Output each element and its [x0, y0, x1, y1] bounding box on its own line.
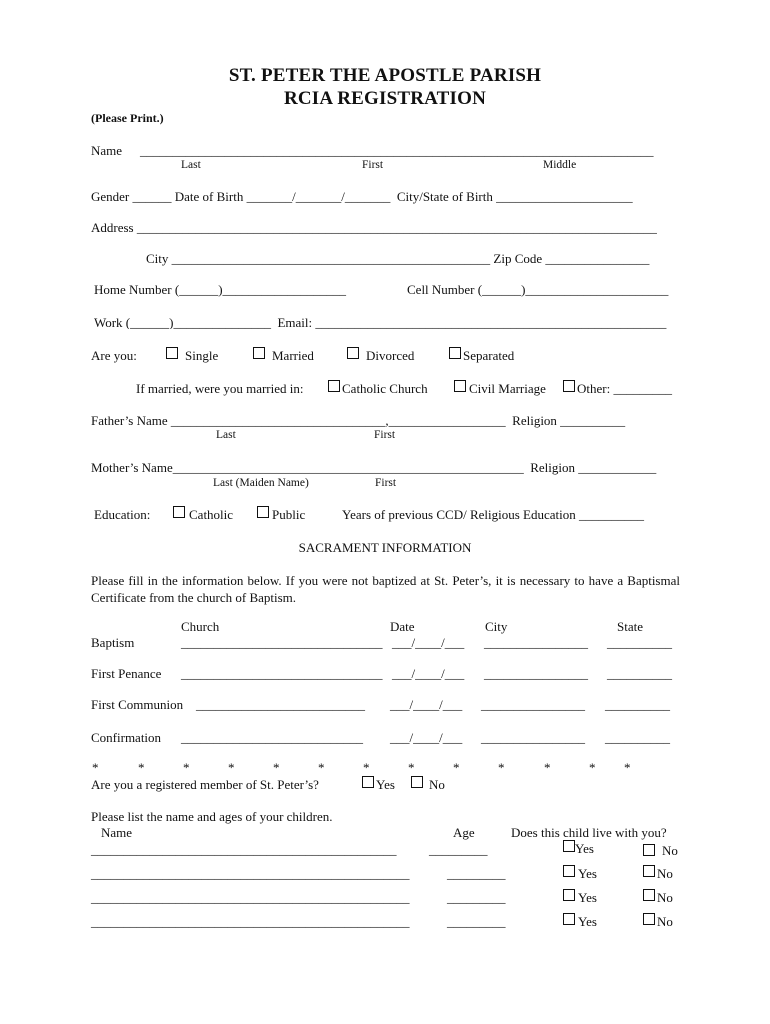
- first-penance-label: First Penance: [91, 666, 162, 681]
- first-penance-state-field[interactable]: __________: [607, 666, 672, 681]
- mother-name-row[interactable]: Mother’s Name______________________________________________________ Religion ____________: [91, 460, 657, 475]
- cell-number-field[interactable]: Cell Number (______)______________________: [407, 282, 669, 297]
- baptism-church-field[interactable]: _______________________________: [181, 635, 383, 650]
- child-2-yes-checkbox[interactable]: [563, 865, 575, 877]
- confirmation-state-field[interactable]: __________: [605, 730, 670, 745]
- mother-sub-first: First: [375, 477, 397, 489]
- catholic-education-label: Catholic: [189, 507, 234, 522]
- baptism-city-field[interactable]: ________________: [484, 635, 588, 650]
- baptism-date-field[interactable]: ___/____/___: [392, 635, 465, 650]
- gender-dob-row[interactable]: Gender ______ Date of Birth _______/_______/_______ City/State of Birth _____________________: [91, 189, 633, 204]
- married-in-label: If married, were you married in:: [136, 381, 304, 396]
- first-communion-state-field[interactable]: __________: [605, 697, 670, 712]
- sacrament-heading: SACRAMENT INFORMATION: [298, 540, 472, 555]
- member-no-label: No: [429, 777, 445, 792]
- years-ccd-field[interactable]: Years of previous CCD/ Religious Education __________: [342, 507, 644, 522]
- first-penance-church-field[interactable]: _______________________________: [181, 666, 383, 681]
- name-sub-middle: Middle: [543, 159, 577, 171]
- separator-asterisk: *: [318, 760, 325, 775]
- child-1-no-label: No: [662, 843, 678, 858]
- child-2-no-checkbox[interactable]: [643, 865, 655, 877]
- work-email-row[interactable]: Work (______)_______________ Email: ______________________________________________________: [94, 316, 667, 329]
- separator-asterisk: *: [624, 760, 631, 775]
- first-communion-date-field[interactable]: ___/____/___: [390, 697, 463, 712]
- child-3-yes-label: Yes: [578, 890, 597, 905]
- separated-label: Separated: [463, 348, 515, 363]
- name-label: Name: [91, 143, 123, 158]
- children-intro: Please list the name and ages of your children.: [91, 809, 333, 824]
- confirmation-city-field[interactable]: ________________: [481, 730, 585, 745]
- catholic-church-label: Catholic Church: [342, 381, 428, 396]
- child-1-age-field[interactable]: _________: [429, 842, 488, 857]
- confirmation-label: Confirmation: [91, 730, 162, 745]
- catholic-education-checkbox[interactable]: [173, 506, 185, 518]
- form-title-line1: ST. PETER THE APOSTLE PARISH: [228, 65, 542, 86]
- col-date: Date: [390, 619, 415, 634]
- child-3-yes-checkbox[interactable]: [563, 889, 575, 901]
- first-penance-date-field[interactable]: ___/____/___: [392, 666, 465, 681]
- separator-asterisk: *: [363, 760, 370, 775]
- child-1-name-field[interactable]: _______________________________________________: [91, 842, 397, 857]
- public-education-checkbox[interactable]: [257, 506, 269, 518]
- children-col-age: Age: [453, 825, 475, 840]
- col-church: Church: [181, 619, 220, 634]
- child-4-yes-checkbox[interactable]: [563, 913, 575, 925]
- name-sub-last: Last: [181, 159, 201, 171]
- child-3-age-field[interactable]: _________: [447, 890, 506, 905]
- separated-checkbox[interactable]: [449, 347, 461, 359]
- mother-sub-last: Last (Maiden Name): [213, 477, 309, 489]
- separator-asterisk: *: [498, 760, 505, 775]
- separator-asterisk: *: [92, 760, 99, 775]
- confirmation-date-field[interactable]: ___/____/___: [390, 730, 463, 745]
- divorced-checkbox[interactable]: [347, 347, 359, 359]
- separator-asterisk: *: [228, 760, 235, 775]
- city-zip-row[interactable]: City _________________________________________________ Zip Code ________________: [146, 251, 650, 266]
- member-yes-label: Yes: [376, 777, 395, 792]
- first-penance-city-field[interactable]: ________________: [484, 666, 588, 681]
- separator-asterisk: *: [183, 760, 190, 775]
- separator-asterisk: *: [544, 760, 551, 775]
- name-sub-first: First: [362, 159, 384, 171]
- col-city: City: [485, 619, 508, 634]
- child-4-age-field[interactable]: _________: [447, 914, 506, 929]
- separator-asterisk: *: [453, 760, 460, 775]
- home-number-field[interactable]: Home Number (______)___________________: [94, 282, 347, 297]
- married-label: Married: [272, 348, 314, 363]
- child-4-yes-label: Yes: [578, 914, 597, 929]
- member-yes-checkbox[interactable]: [362, 776, 374, 788]
- name-field[interactable]: _______________________________________________________________________________: [140, 143, 654, 158]
- separator-asterisk: *: [138, 760, 145, 775]
- member-no-checkbox[interactable]: [411, 776, 423, 788]
- education-label: Education:: [94, 507, 151, 522]
- child-3-no-checkbox[interactable]: [643, 889, 655, 901]
- children-col-name: Name: [101, 825, 133, 840]
- single-label: Single: [185, 348, 219, 363]
- children-col-live: Does this child live with you?: [511, 825, 667, 840]
- married-checkbox[interactable]: [253, 347, 265, 359]
- child-2-yes-label: Yes: [578, 866, 597, 881]
- child-1-yes-checkbox[interactable]: [563, 840, 575, 852]
- baptism-label: Baptism: [91, 635, 135, 650]
- separator-asterisk: *: [273, 760, 280, 775]
- first-communion-label: First Communion: [91, 697, 184, 712]
- public-education-label: Public: [272, 507, 306, 522]
- baptism-state-field[interactable]: __________: [607, 635, 672, 650]
- please-print-note: (Please Print.): [91, 111, 164, 125]
- sacrament-instructions: Please fill in the information below. If you were not baptized at St. Peter’s, it is necessary to have a Baptismal Certificate from the church of Baptism.: [91, 573, 680, 605]
- father-name-row[interactable]: Father’s Name _________________________________,__________________ Religion __________: [91, 413, 626, 428]
- other-field[interactable]: Other: _________: [577, 381, 672, 396]
- child-1-yes-label: Yes: [575, 841, 594, 856]
- other-checkbox[interactable]: [563, 380, 575, 392]
- single-checkbox[interactable]: [166, 347, 178, 359]
- civil-marriage-checkbox[interactable]: [454, 380, 466, 392]
- child-1-no-checkbox[interactable]: [643, 844, 655, 856]
- father-sub-first: First: [374, 429, 396, 441]
- form-title-line2: RCIA REGISTRATION: [283, 88, 487, 109]
- child-4-no-label: No: [657, 914, 673, 929]
- address-field[interactable]: Address ________________________________________________________________________________: [91, 221, 657, 234]
- confirmation-church-field[interactable]: ____________________________: [181, 730, 363, 745]
- separator-asterisk: *: [408, 760, 415, 775]
- child-2-age-field[interactable]: _________: [447, 866, 506, 881]
- child-3-no-label: No: [657, 890, 673, 905]
- separator-asterisk: *: [589, 760, 596, 775]
- child-4-no-checkbox[interactable]: [643, 913, 655, 925]
- membership-question: Are you a registered member of St. Peter’s?: [91, 777, 319, 792]
- marital-status-label: Are you:: [91, 348, 137, 363]
- child-3-name-field[interactable]: _________________________________________________: [91, 890, 410, 905]
- child-4-name-field[interactable]: _________________________________________________: [91, 914, 410, 929]
- divorced-label: Divorced: [366, 348, 415, 363]
- civil-marriage-label: Civil Marriage: [469, 381, 546, 396]
- first-communion-city-field[interactable]: ________________: [481, 697, 585, 712]
- child-2-name-field[interactable]: _________________________________________________: [91, 866, 410, 881]
- child-2-no-label: No: [657, 866, 673, 881]
- first-communion-church-field[interactable]: __________________________: [196, 697, 365, 712]
- father-sub-last: Last: [216, 429, 236, 441]
- col-state: State: [617, 619, 643, 634]
- catholic-church-checkbox[interactable]: [328, 380, 340, 392]
